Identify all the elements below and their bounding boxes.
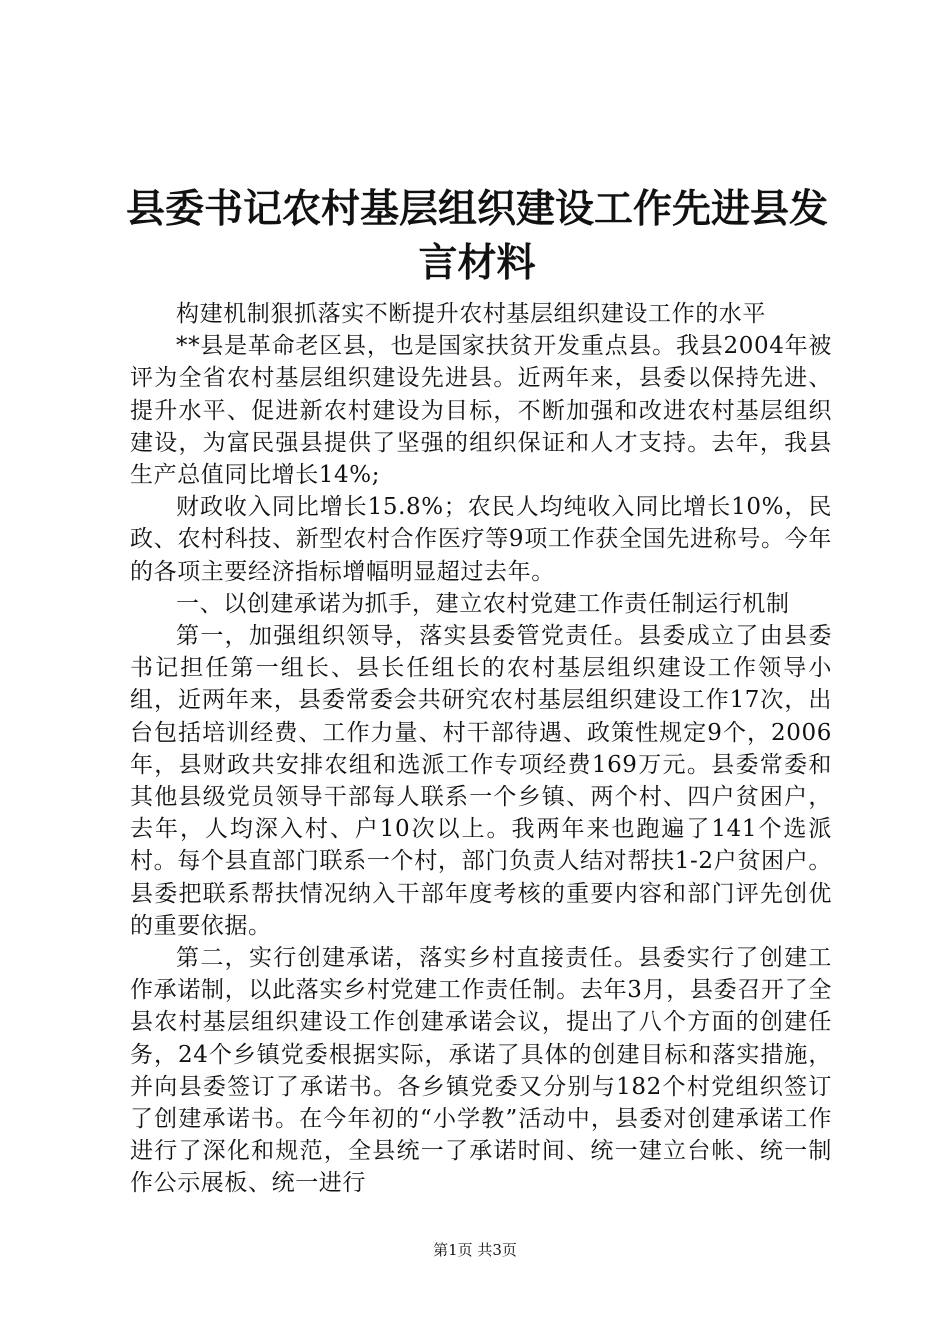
section-heading-1: 一、以创建承诺为抓手，建立农村党建工作责任制运行机制 (176, 590, 790, 617)
document-title: 县委书记农村基层组织建设工作先进县发言材料 (125, 187, 828, 286)
paragraph-subtitle: 构建机制狠抓落实不断提升农村基层组织建设工作的水平 (176, 301, 766, 327)
paragraph-intro: **县是革命老区县，也是国家扶贫开发重点县。我县2004年被评为全省农村基层组织建设先进县。近两年来，县委以保持先进、提升水平、促进新农村建设为目标，不断加强和改进农村基层组织建设，为富民强县提供了坚强的组织保证和人才支持。去年，我县生产总值同比增长14%; (130, 333, 832, 489)
paragraph-first: 第一，加强组织领导，落实县委管党责任。县委成立了由县委书记担任第一组长、县长任组长的农村基层组织建设工作领导小组，近两年来，县委常委会共研究农村基层组织建设工作17次，出台包括培训经费、工作力量、村干部待遇、政策性规定9个，2006年，县财政共安排农组和选派工作专项经费169万元。县委常委和其他县级党员领导干部每人联系一个乡镇、两个村、四户贫困户，去年，人均深入村、户10次以上。我两年来也跑遍了141个选派村。每个县直部门联系一个村，部门负责人结对帮扶1-2户贫困户。县委把联系帮扶情况纳入干部年度考核的重要内容和部门评先创优的重要依据。 (130, 623, 832, 939)
paragraph-finance: 财政收入同比增长15.8%；农民人均纯收入同比增长10%，民政、农村科技、新型农村合作医疗等9项工作获全国先进称号。今年的各项主要经济指标增幅明显超过去年。 (130, 494, 832, 585)
page-number-footer: 第1页 共3页 (433, 1241, 517, 1259)
document-body (130, 298, 832, 1200)
paragraph-second: 第二，实行创建承诺，落实乡村直接责任。县委实行了创建工作承诺制，以此落实乡村党建工作责任制。去年3月，县委召开了全县农村基层组织建设工作创建承诺会议，提出了八个方面的创建任务，24个乡镇党委根据实际，承诺了具体的创建目标和落实措施，并向县委签订了承诺书。各乡镇党委又分别与182个村党组织签订了创建承诺书。在今年初的“小学教”活动中，县委对创建承诺工作进行了深化和规范，全县统一了承诺时间、统一建立台帐、统一制作公示展板、统一进行 (130, 945, 832, 1197)
